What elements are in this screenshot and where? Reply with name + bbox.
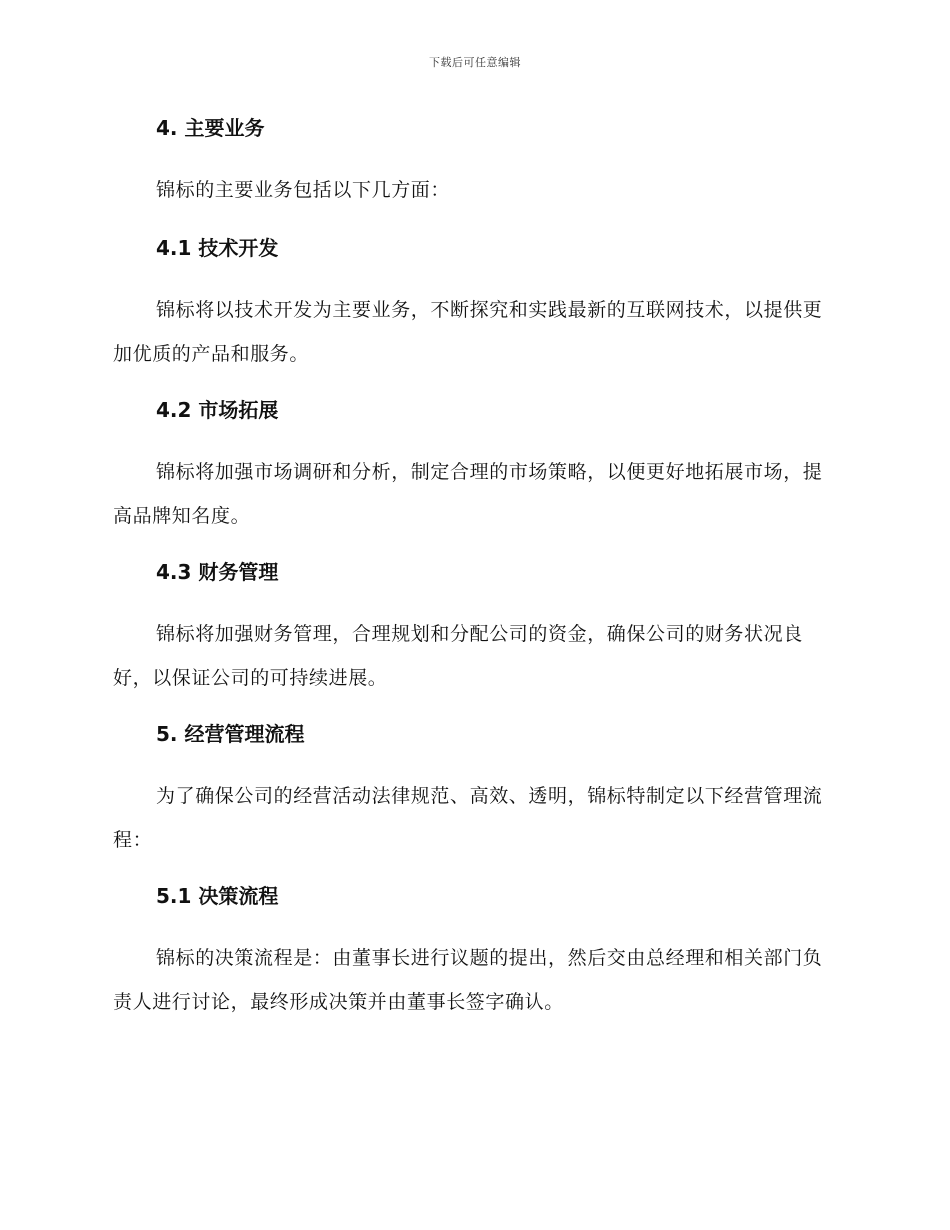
section-heading-5: 5. 经营管理流程 (156, 722, 305, 746)
section-paragraph-4: 锦标的主要业务包括以下几方面： (156, 179, 451, 201)
document-body (113, 110, 833, 1024)
section-paragraph-5: 为了确保公司的经营活动法律规范、高效、透明，锦标特制定以下经营管理流程： (113, 785, 823, 851)
section-paragraph-4-2: 锦标将加强市场调研和分析，制定合理的市场策略，以便更好地拓展市场，提高品牌知名度。 (113, 461, 823, 527)
section-heading-4-2: 4.2 市场拓展 (156, 398, 279, 422)
section-heading-4-1: 4.1 技术开发 (156, 236, 279, 260)
section-heading-4-3: 4.3 财务管理 (156, 560, 279, 584)
section-paragraph-4-3: 锦标将加强财务管理，合理规划和分配公司的资金，确保公司的财务状况良好，以保证公司的可持续进展。 (113, 623, 803, 689)
section-heading-5-1: 5.1 决策流程 (156, 884, 279, 908)
section-paragraph-5-1: 锦标的决策流程是：由董事长进行议题的提出，然后交由总经理和相关部门负责人进行讨论，最终形成决策并由董事长签字确认。 (113, 947, 823, 1013)
section-heading-4: 4. 主要业务 (156, 116, 265, 140)
section-paragraph-4-1: 锦标将以技术开发为主要业务，不断探究和实践最新的互联网技术，以提供更加优质的产品和服务。 (113, 299, 823, 365)
header-note: 下载后可任意编辑 (429, 56, 521, 69)
